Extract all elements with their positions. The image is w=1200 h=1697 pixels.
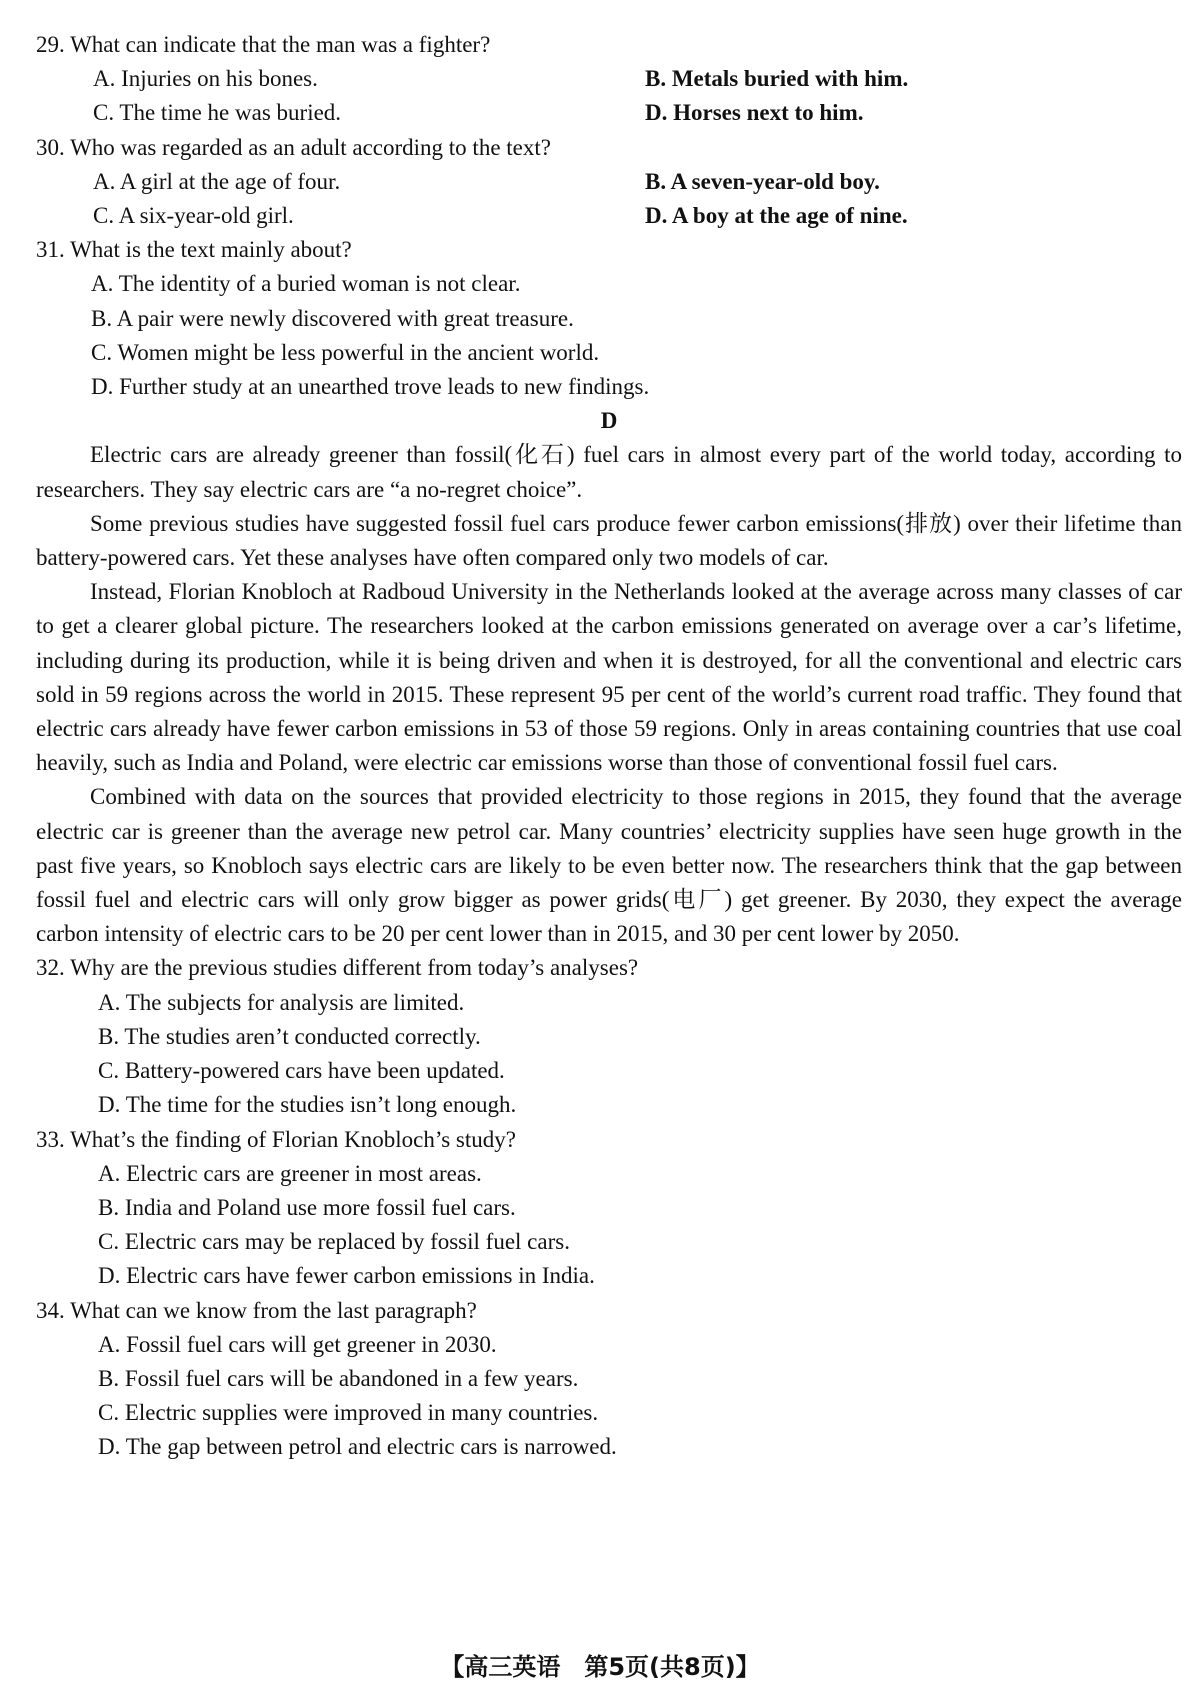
option-d: D. The gap between petrol and electric cars is narrowed. [98, 1434, 617, 1460]
reading-passage [36, 438, 1182, 951]
question-29 [36, 28, 1182, 131]
option-b: B. Metals buried with him. [645, 66, 909, 92]
option-c: C. Women might be less powerful in the ancient world. [91, 339, 600, 365]
option-d: D. Horses next to him. [645, 100, 864, 126]
option-c: C. Electric supplies were improved in many countries. [98, 1400, 599, 1426]
option-b: B. A seven-year-old boy. [645, 168, 880, 194]
question-34 [36, 1294, 1182, 1465]
question-30 [36, 131, 1182, 234]
option-b: B. The studies aren’t conducted correctly. [98, 1023, 481, 1049]
question-stem: 29. What can indicate that the man was a fighter? [36, 32, 491, 57]
question-32 [36, 951, 1182, 1122]
option-a: A. The subjects for analysis are limited. [98, 989, 465, 1015]
option-c: C. Battery-powered cars have been updated. [98, 1058, 505, 1084]
option-d: D. The time for the studies isn’t long enough. [98, 1092, 517, 1118]
option-a: A. Injuries on his bones. [93, 66, 318, 92]
option-b: B. India and Poland use more fossil fuel cars. [98, 1194, 516, 1220]
options-list [36, 1328, 1182, 1465]
question-stem: 30. Who was regarded as an adult according to the text? [36, 134, 551, 160]
option-d: D. Electric cars have fewer carbon emissions in India. [98, 1263, 595, 1289]
passage-paragraph: Electric cars are already greener than fossil(化石) fuel cars in almost every part of the world today, according to researchers. They say electric cars are “a no-regret choice”. [36, 442, 1182, 502]
option-a: A. Fossil fuel cars will get greener in 2030. [98, 1331, 497, 1357]
options-grid [36, 165, 1182, 233]
section-heading: D [600, 408, 618, 434]
options-list [36, 986, 1182, 1123]
option-c: C. Electric cars may be replaced by fossil fuel cars. [98, 1229, 570, 1255]
option-b: B. A pair were newly discovered with great treasure. [91, 305, 574, 331]
passage-paragraph: Combined with data on the sources that provided electricity to those regions in 2015, they found that the average electric car is greener than the average new petrol car. Many countries’ electricity supplies have seen huge growth in the past five years, so Knobloch says electric cars are likely to be even better now. The researchers think that the gap between fossil fuel and electric cars will only grow bigger as power grids(电厂) get greener. By 2030, they expect the average carbon intensity of electric cars to be 20 per cent lower than in 2015, and 30 per cent lower by 2050. [36, 784, 1182, 947]
options-list [36, 1157, 1182, 1294]
option-b: B. Fossil fuel cars will be abandoned in a few years. [98, 1365, 579, 1391]
option-a: A. A girl at the age of four. [93, 168, 341, 194]
option-c: C. A six-year-old girl. [93, 203, 294, 229]
options-list [36, 267, 1182, 404]
page-footer: 【高三英语 第5页(共8页)】 [440, 1653, 760, 1681]
option-c: C. The time he was buried. [93, 100, 342, 126]
option-d: D. Further study at an unearthed trove leads to new findings. [91, 374, 650, 400]
question-stem: 31. What is the text mainly about? [36, 237, 352, 263]
question-stem: 32. Why are the previous studies different from today’s analyses? [36, 955, 639, 981]
option-a: A. The identity of a buried woman is not clear. [91, 271, 521, 297]
question-stem: 33. What’s the finding of Florian Knobloch’s study? [36, 1126, 516, 1152]
question-33 [36, 1123, 1182, 1294]
options-grid [36, 62, 1182, 130]
question-stem: 34. What can we know from the last paragraph? [36, 1297, 477, 1323]
option-a: A. Electric cars are greener in most areas. [98, 1160, 482, 1186]
passage-paragraph: Some previous studies have suggested fossil fuel cars produce fewer carbon emissions(排放) over their lifetime than battery-powered cars. Yet these analyses have often compared only two models of car. [36, 510, 1182, 571]
question-31 [36, 233, 1182, 404]
option-d: D. A boy at the age of nine. [645, 203, 908, 229]
passage-paragraph: Instead, Florian Knobloch at Radboud University in the Netherlands looked at the average across many classes of car to get a clearer global picture. The researchers looked at the carbon emissions generated on average over a car’s lifetime, including during its production, while it is being driven and when it is destroyed, for all the conventional and electric cars sold in 59 regions across the world in 2015. These represent 95 per cent of the world’s current road traffic. They found that electric cars already have fewer carbon emissions in 53 of those 59 regions. Only in areas containing countries that use coal heavily, such as India and Poland, were electric car emissions worse than those of conventional fossil fuel cars. [36, 579, 1182, 776]
